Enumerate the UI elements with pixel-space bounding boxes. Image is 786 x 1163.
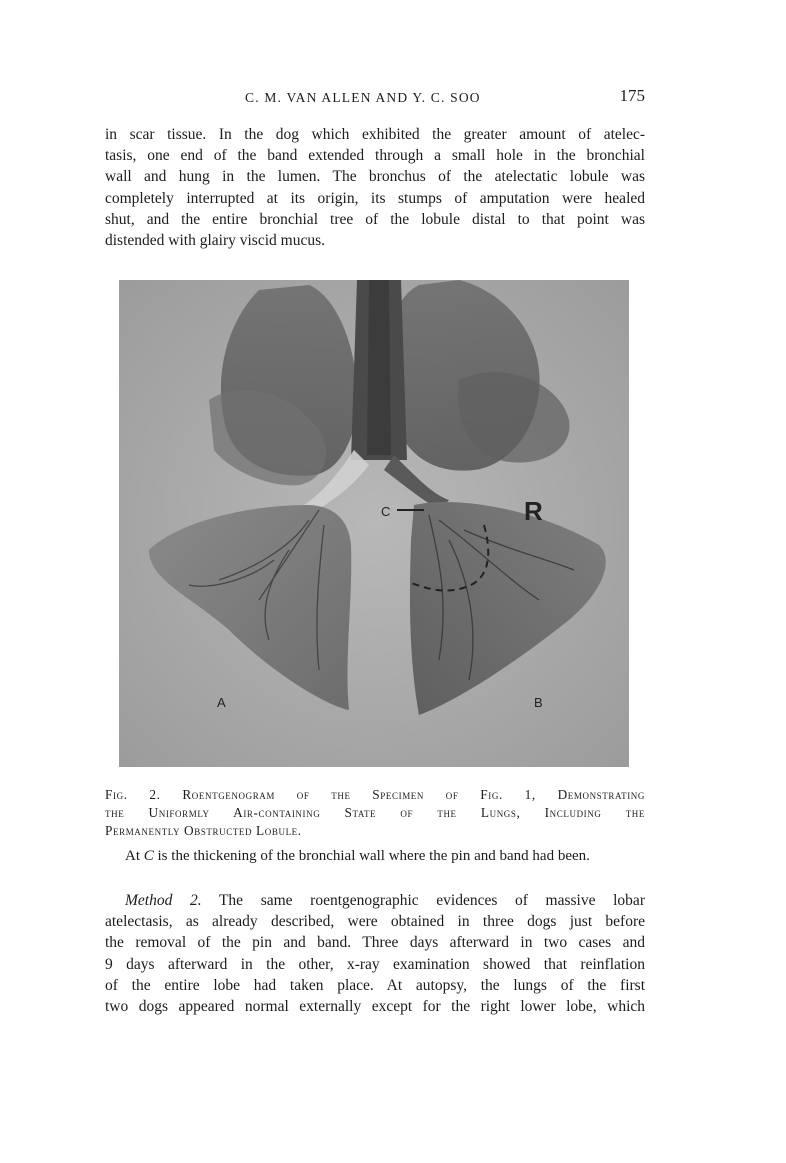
roentgenogram-image bbox=[119, 280, 629, 767]
page-header bbox=[105, 86, 645, 110]
running-head: C. M. VAN ALLEN AND Y. C. SOO bbox=[245, 90, 481, 105]
caption-note-prefix: At bbox=[125, 848, 144, 864]
text-line: 9 days afterward in the other, x-ray examination showed that reinflation bbox=[105, 955, 645, 973]
text-line: atelectasis, as already described, were obtained in three dogs just before bbox=[105, 913, 645, 931]
figure-caption bbox=[105, 786, 645, 840]
text-line: wall and hung in the lumen. The bronchus of the atelectatic lobule was bbox=[105, 168, 645, 186]
body-paragraph-1 bbox=[105, 124, 645, 251]
text-line-rest: The same roentgenographic evidences of massive lobar bbox=[201, 892, 645, 909]
caption-note-rest: is the thickening of the bronchial wall where the pin and band had been. bbox=[153, 848, 590, 864]
caption-line: Fig. 2. Roentgenogram of the Specimen of Fig. 1, Demonstrating bbox=[105, 787, 645, 802]
text-line bbox=[105, 890, 645, 911]
text-line: distended with glairy viscid mucus. bbox=[105, 232, 325, 250]
label-c: C bbox=[381, 504, 391, 519]
caption-note bbox=[125, 848, 645, 865]
text-line: two dogs appeared normal externally except for the right lower lobe, which bbox=[105, 998, 645, 1016]
page-number: 175 bbox=[619, 86, 645, 105]
text-line: completely interrupted at its origin, its stumps of amputation were healed bbox=[105, 189, 645, 207]
label-r: R bbox=[524, 496, 543, 526]
text-line: the removal of the pin and band. Three days afterward in two cases and bbox=[105, 934, 645, 952]
roentgenogram-figure bbox=[119, 280, 629, 767]
text-line: tasis, one end of the band extended through a small hole in the bronchial bbox=[105, 147, 645, 165]
text-line: in scar tissue. In the dog which exhibited the greater amount of atelec- bbox=[105, 126, 645, 143]
label-b: B bbox=[534, 695, 543, 710]
text-line: shut, and the entire bronchial tree of the lobule distal to that point was bbox=[105, 210, 645, 228]
caption-line: Permanently Obstructed Lobule. bbox=[105, 823, 302, 838]
body-paragraph-2 bbox=[105, 890, 645, 1017]
section-heading: Method 2. bbox=[125, 892, 202, 909]
label-a: A bbox=[217, 695, 226, 710]
caption-line: the Uniformly Air-containing State of the Lungs, Including the bbox=[105, 805, 645, 820]
caption-note-italic: C bbox=[143, 848, 154, 864]
text-line: of the entire lobe had taken place. At autopsy, the lungs of the first bbox=[105, 976, 645, 994]
